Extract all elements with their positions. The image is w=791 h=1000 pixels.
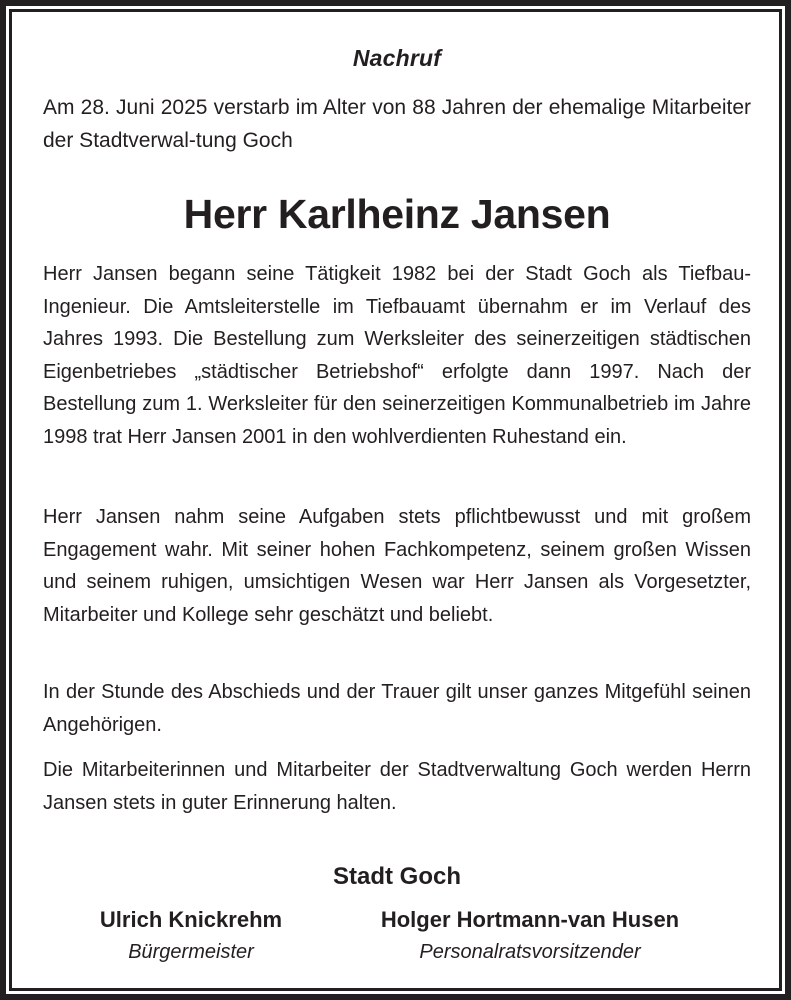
career-paragraph: Herr Jansen begann seine Tätigkeit 1982 bei der Stadt Goch als Tiefbau-Ingenieur. Die Amtsleiterstelle im Tiefbauamt übernahm er im Verlauf des Jahres 1993. Die Bestellung zum Werksleiter des seinerzeitigen städtischen Eigenbetriebes „städtischer Betriebshof“ erfolgte dann 1997. Nach der Bestellung zum 1. Werksleiter für den seinerzeitigen Kommunalbetrieb im Jahre 1998 trat Herr Jansen 2001 in den wohlverdienten Ruhestand ein. [43,263,751,448]
tribute-paragraph: Herr Jansen nahm seine Aufgaben stets pflichtbewusst und mit großem Engagement wahr. Mit seiner hohen Fachkompetenz, seinem großen Wissen und seinem ruhigen, umsichtigen Wesen war Herr Jansen als Vorgesetzter, Mitarbeiter und Kollege sehr geschätzt und beliebt. [43,506,751,626]
condolence-paragraph: In der Stunde des Abschieds und der Trauer gilt unser ganzes Mitgefühl seinen Angehörigen. [43,681,751,736]
signatory-role: Bürgermeister [128,941,254,963]
deceased-name: Herr Karlheinz Jansen [183,191,611,237]
signatory-name: Holger Hortmann-van Husen [380,907,680,932]
remembrance-paragraph: Die Mitarbeiterinnen und Mitarbeiter der Stadtverwaltung Goch werden Herrn Jansen stets in guter Erinnerung halten. [43,759,751,814]
outer-frame [6,6,785,994]
signatory-staff-council [345,905,715,969]
signatory-name: Ulrich Knickrehm [99,907,283,932]
organization-name: Stadt Goch [332,863,461,890]
notice-heading: Nachruf [352,45,442,71]
intro-text: Am 28. Juni 2025 verstarb im Alter von 88 Jahren der ehemalige Mitarbeiter der Stadtverwal-tung Goch [43,96,751,152]
signatory-role: Personalratsvorsitzender [419,941,641,963]
signatory-mayor [84,905,298,969]
obituary-notice [9,9,782,991]
